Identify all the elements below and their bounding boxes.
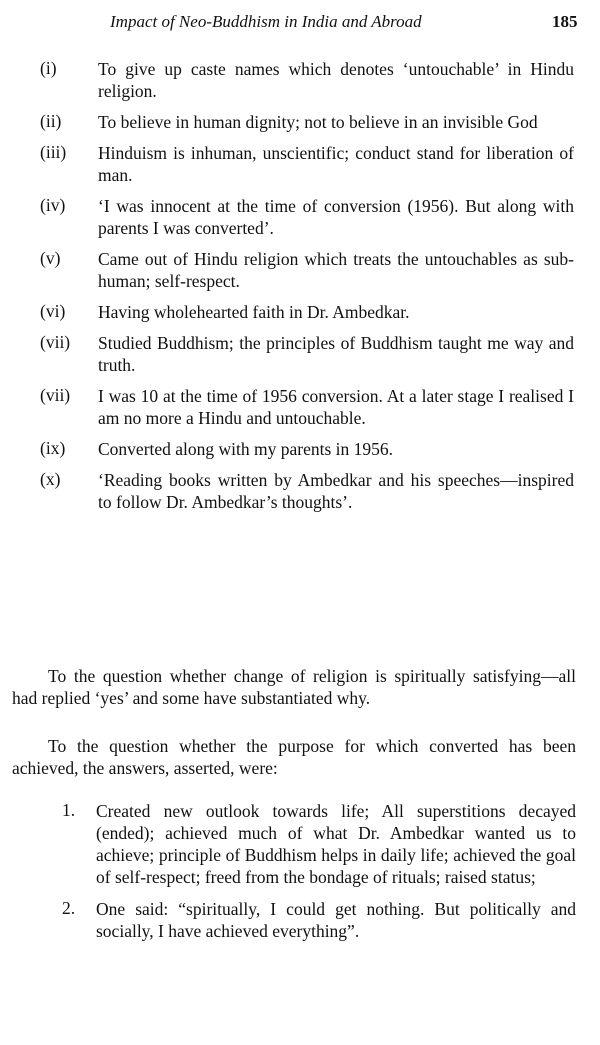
item-text: I was 10 at the time of 1956 conversion. At a later stage I realised I am no more a Hindu and untouchable. (98, 386, 574, 428)
paragraph-spiritual: To the question whether change of religion is spiritually satisfying—all had replied ‘yes’ and some have substantiated why. (12, 666, 576, 708)
list-item (0, 195, 600, 239)
reasons-list (0, 58, 600, 522)
answer-text: One said: “spiritually, I could get nothing. But politically and socially, I have achieved everything”. (96, 899, 576, 941)
item-text: Hinduism is inhuman, unscientific; conduct stand for liberation of man. (98, 143, 574, 185)
list-item (0, 438, 600, 460)
list-item (0, 111, 600, 133)
item-number: (v) (40, 248, 61, 268)
list-item (0, 332, 600, 376)
item-text: Converted along with my parents in 1956. (98, 439, 394, 459)
running-header (0, 12, 600, 38)
list-item (0, 898, 600, 942)
item-number: (vii) (40, 332, 71, 352)
item-text: Having wholehearted faith in Dr. Ambedkar. (98, 302, 410, 322)
item-number: (ii) (40, 111, 62, 131)
list-item (0, 58, 600, 102)
answers-list (0, 800, 600, 952)
list-item (0, 469, 600, 513)
item-text: To give up caste names which denotes ‘untouchable’ in Hindu religion. (98, 59, 574, 101)
item-number: (x) (40, 469, 61, 489)
answer-number: 1. (62, 800, 76, 820)
paragraph-purpose: To the question whether the purpose for which converted has been achieved, the answers, asserted, were: (12, 736, 576, 778)
item-text: ‘I was innocent at the time of conversion (1956). But along with parents I was converted’. (98, 196, 574, 238)
item-number: (ix) (40, 438, 66, 458)
list-item (0, 248, 600, 292)
item-number: (i) (40, 58, 57, 78)
item-text: ‘Reading books written by Ambedkar and his speeches—inspired to follow Dr. Ambedkar’s thoughts’. (98, 470, 574, 512)
list-item (0, 301, 600, 323)
item-number: (vii) (40, 385, 71, 405)
list-item (0, 385, 600, 429)
list-item (0, 142, 600, 186)
running-title: Impact of Neo-Buddhism in India and Abroad (110, 12, 422, 31)
answer-number: 2. (62, 898, 76, 918)
item-number: (iv) (40, 195, 66, 215)
item-text: Studied Buddhism; the principles of Buddhism taught me way and truth. (98, 333, 574, 375)
item-text: Came out of Hindu religion which treats the untouchables as sub-human; self-respect. (98, 249, 574, 291)
list-item (0, 800, 600, 888)
answer-text: Created new outlook towards life; All superstitions decayed (ended); achieved much of what Dr. Ambedkar wanted us to achieve; principle of Buddhism helps in daily life; achieved the goal of self-respect; freed from the bondage of rituals; raised status; (96, 801, 576, 887)
item-number: (iii) (40, 142, 67, 162)
item-text: To believe in human dignity; not to believe in an invisible God (98, 112, 538, 132)
item-number: (vi) (40, 301, 66, 321)
page-number: 185 (552, 12, 578, 31)
